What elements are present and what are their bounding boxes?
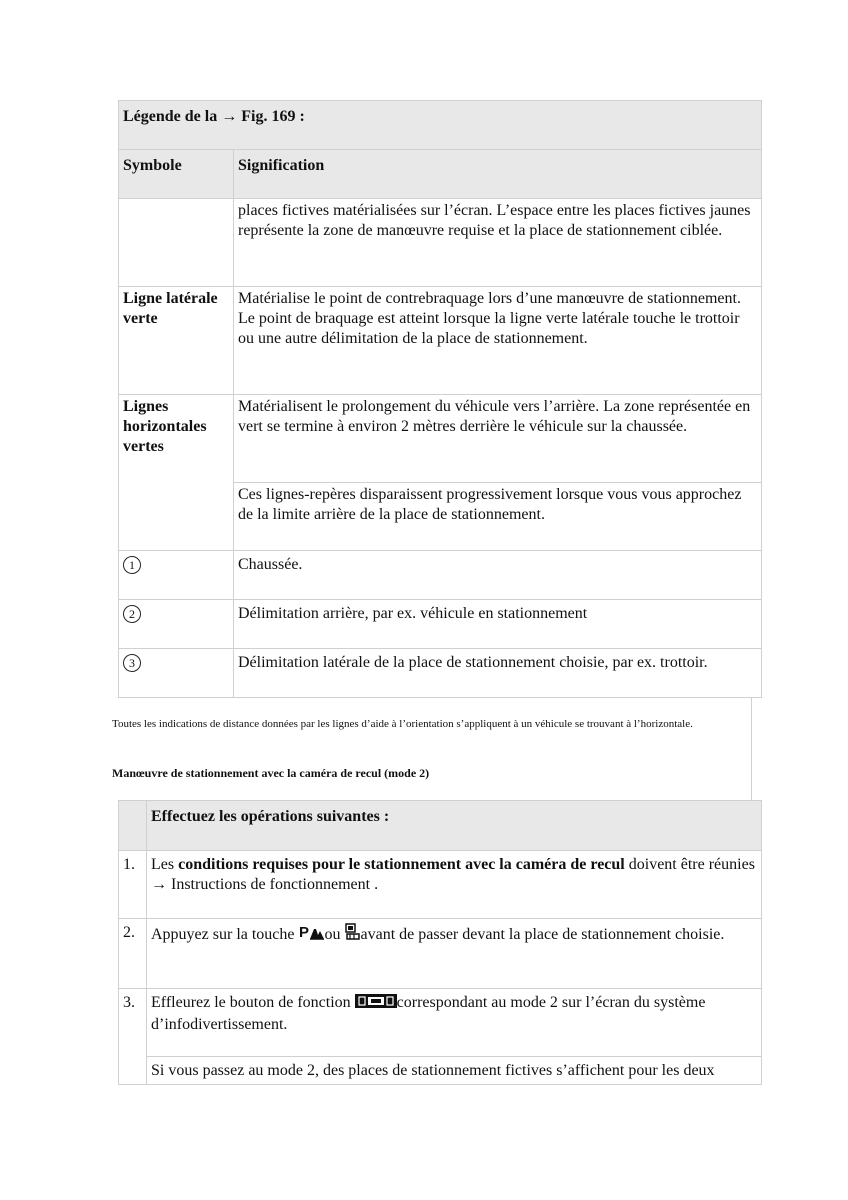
row-symbol [119,649,234,698]
row-symbol: Ligne latérale verte [119,287,234,395]
step-row [119,989,762,1057]
row-meaning: places fictives matérialisées sur l’écran. L’espace entre les places fictives jaunes représente la zone de manœuvre requise et la place de stationnement ciblée. [234,199,762,287]
distance-note: Toutes les indications de distance données par les lignes d’aide à l’orientation s’appliquent à un véhicule se trouvant à l’horizontale. [112,718,693,730]
parking-camera-icon [345,923,361,947]
callout-number: 1 [123,556,141,574]
divider [751,697,752,801]
steps-table [118,800,762,1085]
row-meaning: Chaussée. [234,551,762,600]
table-row [119,649,762,698]
table-caption: Légende de la → Fig. 169 : [119,101,762,150]
step-number: 2. [119,919,147,989]
step-text: Les conditions requises pour le stationnement avec la caméra de recul doivent être réunies → Instructions de fonctionnement . [147,851,762,919]
row-meaning: Matérialisent le prolongement du véhicule vers l’arrière. La zone représentée en vert se termine à environ 2 mètres derrière le véhicule sur la chaussée. [234,395,762,483]
steps-header: Effectuez les opérations suivantes : [147,801,762,851]
step-text: Appuyez sur la touche P ou avant de passer devant la place de stationnement choisie. [147,919,762,989]
row-symbol [119,199,234,287]
row-symbol [119,551,234,600]
row-symbol: Lignes horizontales vertes [119,395,234,551]
callout-number: 2 [123,605,141,623]
svg-text:P: P [298,924,309,941]
row-symbol [119,600,234,649]
table-row [119,395,762,483]
section-subheading: Manœuvre de stationnement avec la caméra de recul (mode 2) [112,766,430,780]
table-row [119,199,762,287]
step-number-header [119,801,147,851]
row-meaning: Délimitation arrière, par ex. véhicule en stationnement [234,600,762,649]
table-row [119,600,762,649]
legend-table [118,100,762,698]
row-meaning-continued: Ces lignes-repères disparaissent progressivement lorsque vous vous approchez de la limite arrière de la place de stationnement. [234,483,762,551]
step-number: 1. [119,851,147,919]
row-meaning: Matérialise le point de contrebraquage lors d’une manœuvre de stationnement. Le point de braquage est atteint lorsque la ligne verte latérale touche le trottoir ou une autre délimitation de la place de stationnement. [234,287,762,395]
park-assist-icon [299,923,325,947]
step-row [119,919,762,989]
mode-2-function-icon [355,993,397,1015]
table-row [119,287,762,395]
step-text-continued: Si vous passez au mode 2, des places de stationnement fictives s’affichent pour les deux [147,1057,762,1085]
step-text: Effleurez le bouton de fonction correspondant au mode 2 sur l’écran du système d’infodivertissement. [147,989,762,1057]
callout-number: 3 [123,654,141,672]
row-meaning: Délimitation latérale de la place de stationnement choisie, par ex. trottoir. [234,649,762,698]
column-header-symbol: Symbole [119,150,234,199]
step-row [119,1057,762,1085]
instructions-link-text: conditions requises pour le stationnement avec la caméra de recul [178,856,625,873]
column-header-meaning: Signification [234,150,762,199]
step-row [119,851,762,919]
step-number: 3. [119,989,147,1085]
table-row [119,551,762,600]
